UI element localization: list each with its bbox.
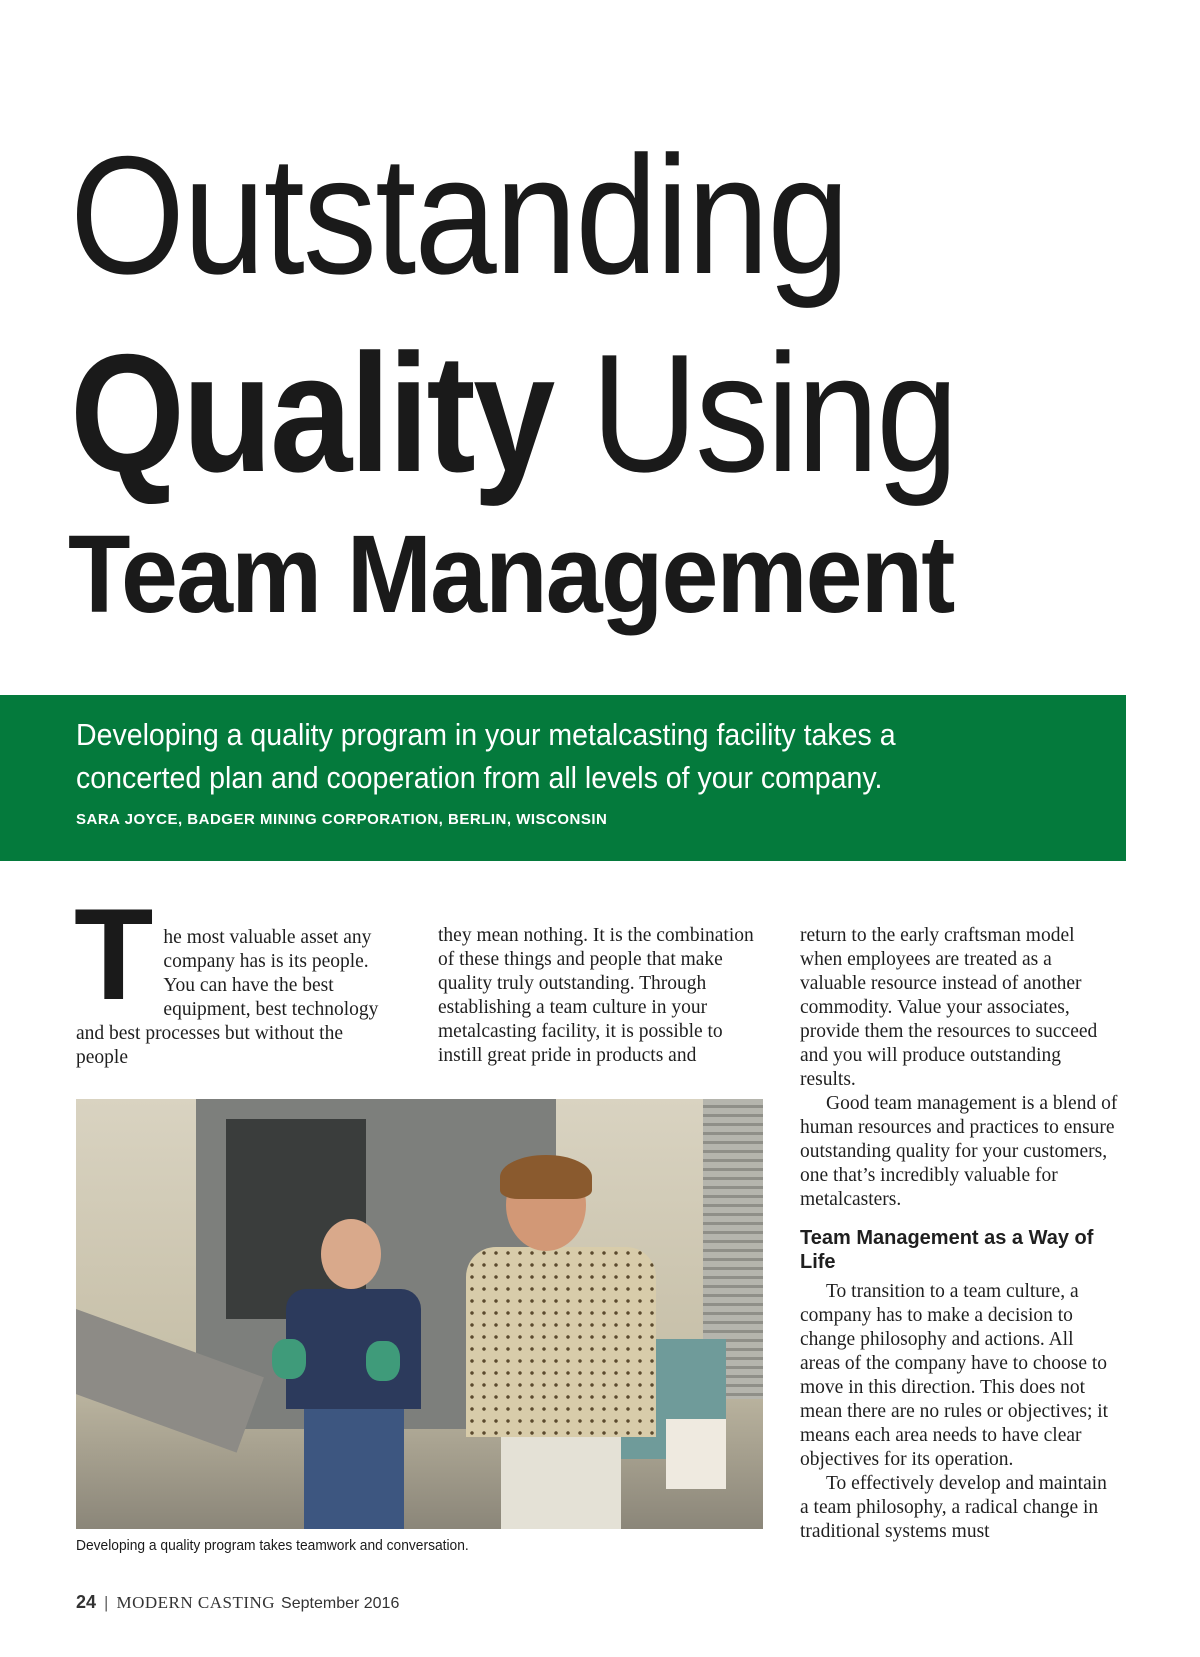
headline-line-2	[70, 319, 1038, 507]
issue-date: September 2016	[281, 1595, 400, 1612]
headline-quality: Quality	[70, 319, 553, 507]
photo-woman	[266, 1219, 416, 1529]
body-paragraph: he most valuable asset any company has is its people. You can have the best equipment, best technology and best processes but without the people	[76, 927, 379, 1068]
deck-text: Developing a quality program in your metalcasting facility takes a concerted plan and cooperation from all levels of your company.	[76, 717, 896, 795]
page-number: 24	[76, 1592, 97, 1612]
body-column-3	[800, 924, 1118, 1544]
headline-using: Using	[591, 319, 956, 507]
body-paragraph: they mean nothing. It is the combination of these things and people that make quality truly outstanding. Through establishing a team culture in your metalcasting facility, it is possible to instill great pride in products and	[438, 925, 754, 1066]
photo-caption: Developing a quality program takes teamwork and conversation.	[76, 1537, 469, 1554]
body-paragraph: return to the early craftsman model when employees are treated as a valuable resource instead of another commodity. Value your associates, provide them the resources to succeed and you will produce outstanding results.	[800, 925, 1098, 1090]
body-paragraph: To transition to a team culture, a company has to make a decision to change philosophy and actions. All areas of the company have to choose to move in this direction. This does not mean there are no rules or objectives; it means each area needs to have clear objectives for its operation.	[800, 1281, 1109, 1470]
headline-line-3: Team Management	[68, 513, 954, 636]
body-column-2	[438, 924, 766, 1068]
page-footer: 24 | MODERN CASTING September 2016	[76, 1592, 400, 1612]
article-photo	[76, 1099, 763, 1529]
headline-line-1: Outstanding	[70, 121, 848, 309]
body-paragraph: Good team management is a blend of human resources and practices to ensure outstanding quality for your customers, one that’s incredibly valuable for metalcasters.	[800, 1093, 1118, 1210]
photo-bucket	[666, 1419, 726, 1489]
byline: SARA JOYCE, BADGER MINING CORPORATION, BERLIN, WISCONSIN	[76, 811, 608, 828]
body-column-1	[74, 881, 394, 1070]
deck-banner	[0, 695, 1126, 861]
magazine-name: MODERN CASTING	[116, 1593, 276, 1612]
body-paragraph: To effectively develop and maintain a team philosophy, a radical change in traditional systems must	[800, 1473, 1107, 1542]
photo-man	[456, 1159, 666, 1529]
section-subhead: Team Management as a Way of Life	[800, 1227, 1094, 1273]
drop-cap: T	[74, 881, 154, 1027]
